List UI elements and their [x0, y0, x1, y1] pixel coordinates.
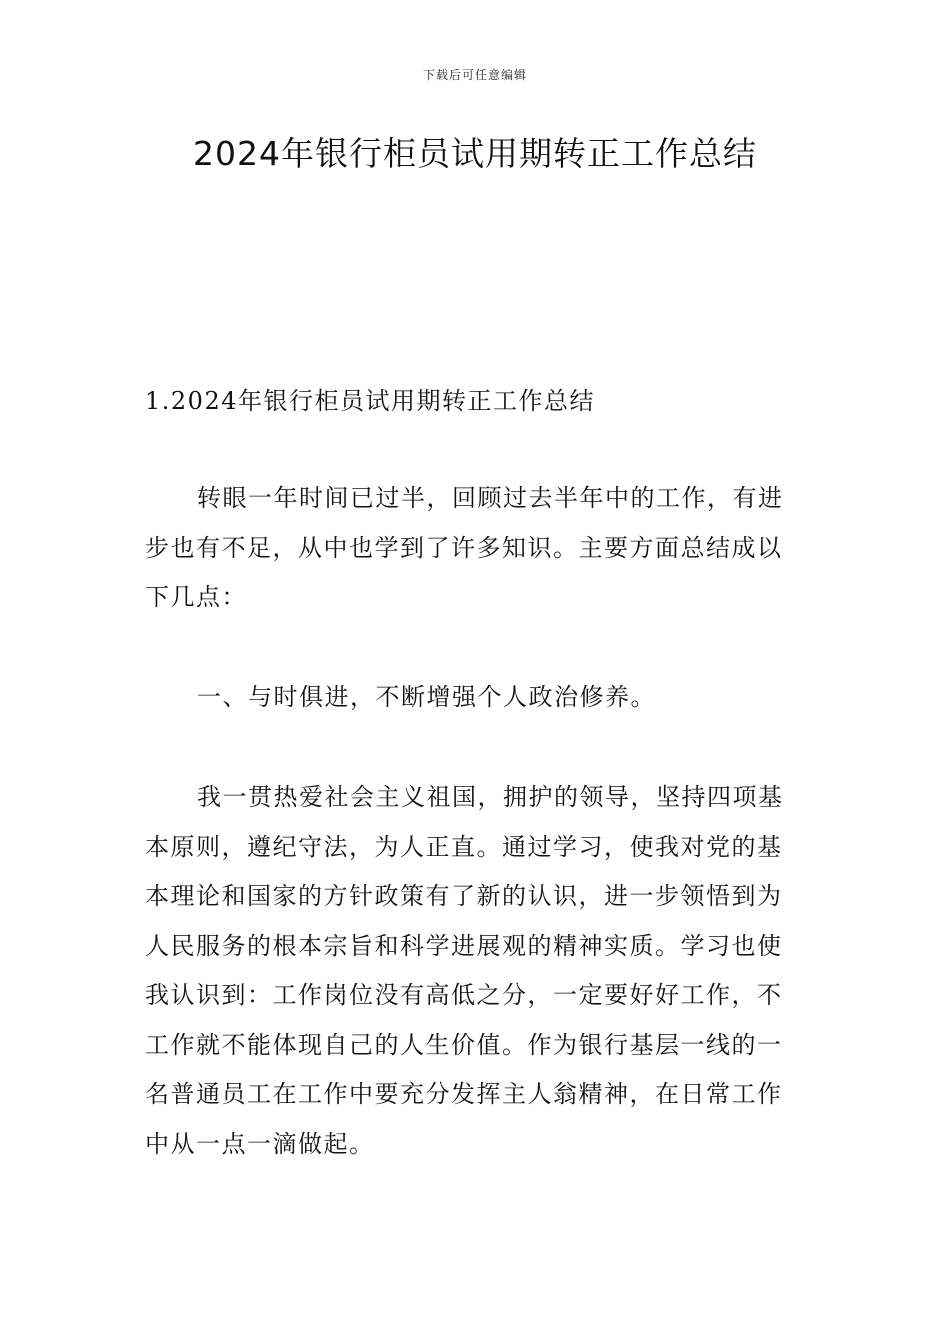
section-heading: 1.2024年银行柜员试用期转正工作总结	[145, 387, 595, 415]
point-one-heading: 一、与时俱进，不断增强个人政治修养。	[197, 683, 656, 711]
point-one-paragraph: 我一贯热爱社会主义祖国，拥护的领导，坚持四项基本原则，遵纪守法，为人正直。通过学习，使我对党的基本理论和国家的方针政策有了新的认识，进一步领悟到为人民服务的根本宗旨和科学进展观的精神实质。学习也使我认识到：工作岗位没有高低之分，一定要好好工作，不工作就不能体现自己的人生价值。作为银行基层一线的一名普通员工在工作中要充分发挥主人翁精神，在日常工作中从一点一滴做起。	[145, 783, 784, 1158]
document-title: 2024年银行柜员试用期转正工作总结	[193, 134, 757, 173]
intro-paragraph: 转眼一年时间已过半，回顾过去半年中的工作，有进步也有不足，从中也学到了许多知识。主要方面总结成以下几点：	[145, 484, 784, 611]
header-note: 下载后可任意编辑	[422, 68, 527, 82]
